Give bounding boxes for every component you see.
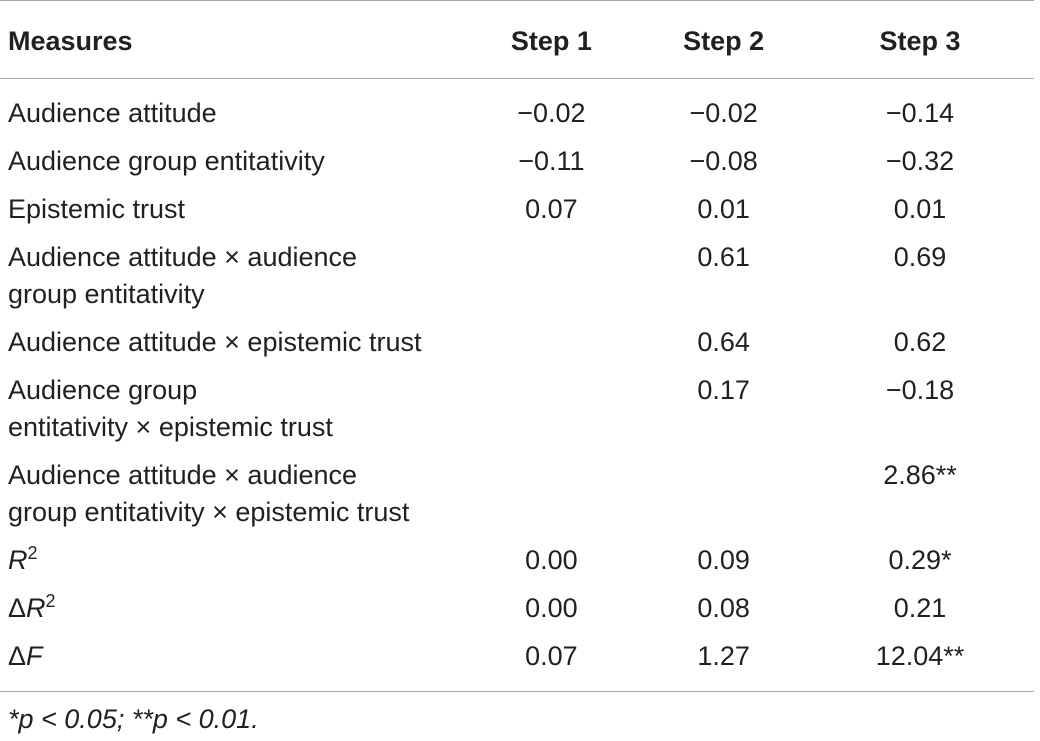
measure-cell <box>0 186 462 234</box>
table-row <box>0 138 1034 186</box>
step2-cell: 0.08 <box>697 593 750 623</box>
measure-symbol: R <box>26 593 46 623</box>
step3-cell: 0.21 <box>893 593 947 623</box>
table-header-row <box>0 1 1034 79</box>
measure-cell <box>0 138 462 186</box>
measure-prefix: Δ <box>8 641 27 671</box>
header-step-3: Step 3 <box>806 1 1034 79</box>
step2-cell: 0.17 <box>697 375 750 405</box>
measure-label-line-1: Audience attitude × audience <box>8 460 358 490</box>
measure-superscript: 2 <box>45 591 56 611</box>
header-step-1: Step 1 <box>462 1 642 79</box>
measure-label: Audience attitude <box>8 98 217 128</box>
step1-cell: 0.07 <box>525 194 578 224</box>
header-measures: Measures <box>0 1 462 79</box>
step1-cell: 0.07 <box>462 633 642 692</box>
table-row <box>0 79 1034 139</box>
measure-symbol: F <box>26 641 43 671</box>
step3-cell: −0.32 <box>885 146 955 176</box>
step1-cell: −0.11 <box>518 146 585 176</box>
table-row <box>0 633 1034 692</box>
measure-label-line-2: group entitativity <box>8 279 205 309</box>
step3-cell: 0.29* <box>888 545 952 575</box>
measure-cell <box>0 79 462 139</box>
measure-label: Epistemic trust <box>8 194 186 224</box>
measure-label-line-2: group entitativity × epistemic trust <box>8 497 410 527</box>
measure-label-line-1: Audience group <box>8 375 198 405</box>
header-step-2: Step 2 <box>641 1 806 79</box>
step2-cell <box>641 452 806 537</box>
step2-cell: −0.08 <box>689 146 758 176</box>
step1-cell <box>462 367 642 452</box>
measure-cell <box>0 452 462 537</box>
step3-cell: 0.69 <box>893 242 947 272</box>
table-row <box>0 319 1034 367</box>
step3-cell: −0.18 <box>885 375 955 405</box>
step2-cell: 0.09 <box>697 545 750 575</box>
measure-cell <box>0 234 462 319</box>
step3-cell: 12.04** <box>806 633 1034 692</box>
step1-cell: −0.02 <box>517 98 586 128</box>
table-row <box>0 452 1034 537</box>
table-row <box>0 186 1034 234</box>
step1-cell <box>462 452 642 537</box>
table-row <box>0 537 1034 585</box>
step2-cell: −0.02 <box>689 98 758 128</box>
table-row <box>0 234 1034 319</box>
measure-label: Audience attitude × epistemic trust <box>8 327 422 357</box>
table-row <box>0 367 1034 452</box>
step2-cell: 0.61 <box>697 242 750 272</box>
table-row <box>0 585 1034 633</box>
step2-cell: 1.27 <box>641 633 806 692</box>
measure-symbol: R <box>8 545 28 575</box>
measure-cell <box>0 633 462 692</box>
measure-prefix: Δ <box>8 593 27 623</box>
measure-superscript: 2 <box>27 543 38 563</box>
measure-cell <box>0 367 462 452</box>
measure-label-line-1: Audience attitude × audience <box>8 242 358 272</box>
measure-cell <box>0 537 462 585</box>
measure-label: Audience group entitativity <box>8 146 325 176</box>
step3-cell: −0.14 <box>885 98 955 128</box>
table-footnote: *p < 0.05; **p < 0.01. <box>8 704 259 734</box>
measure-cell <box>0 319 462 367</box>
measure-label-line-2: entitativity × epistemic trust <box>8 412 333 442</box>
step3-cell: 0.62 <box>893 327 947 357</box>
step2-cell: 0.01 <box>697 194 750 224</box>
step1-cell: 0.00 <box>525 545 578 575</box>
step3-cell: 0.01 <box>893 194 947 224</box>
measure-cell <box>0 585 462 633</box>
step3-cell: 2.86** <box>883 460 957 490</box>
step1-cell <box>462 234 642 319</box>
step2-cell: 0.64 <box>697 327 750 357</box>
step1-cell <box>462 319 642 367</box>
step1-cell: 0.00 <box>525 593 578 623</box>
